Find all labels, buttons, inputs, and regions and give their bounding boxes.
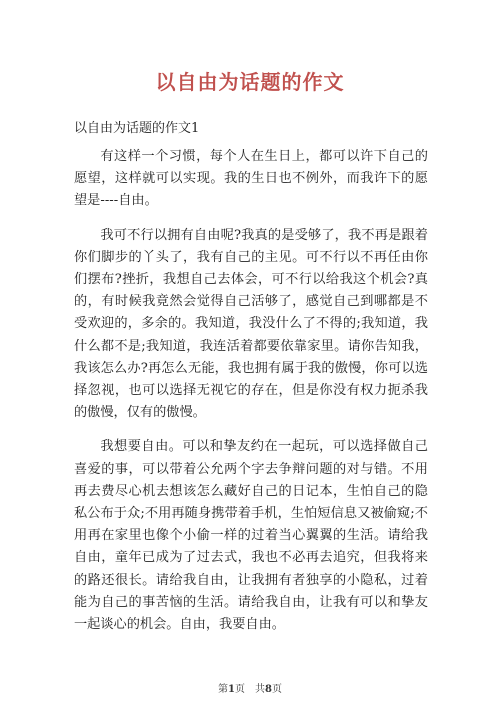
footer-middle: 页 共 — [235, 684, 265, 695]
paragraph-3: 我想要自由。可以和挚友约在一起玩，可以选择做自己喜爱的事，可以带着公允两个字去争辩问题的对与错。不用再去费尽心机去想该怎么藏好自己的日记本，生怕自己的隐私公布于众;不用再随身携带着手机，生怕短信息又被偷窥;不用再在家里也像个小偷一样的过着当心翼翼的生活。请给我自由，童年已成为了过去式，我也不必再去追究，但我将来的路还很长。请给我自由，让我拥有者独享的小隐私，过着能为自己的事苦恼的生活。请给我自由，让我有可以和挚友一起谈心的机会。自由，我要自由。 — [74, 439, 428, 633]
document-title: 以自由为话题的作文 — [155, 70, 345, 94]
current-page-number: 1 — [228, 684, 235, 695]
footer-prefix: 第 — [218, 684, 229, 695]
footer-suffix: 页 — [271, 684, 282, 695]
paragraph-2: 我可不行以拥有自由呢?我真的是受够了，我不再是跟着你们脚步的丫头了，我有自己的主见。可不行以不再任由你们摆布?挫折，我想自己去体会，可不行以给我这个机会?真的，有时候我竟然会觉得自己活够了，感觉自己到哪都是不受欢迎的，多余的。我知道，我没什么了不得的;我知道，我什么都不是;我知道，我连活着都要依靠家里。请你告知我，我该怎么办?再怎么无能，我也拥有属于我的傲慢，你可以选择忽视，也可以选择无视它的存在，但是你没有权力扼杀我的傲慢，仅有的傲慢。 — [74, 227, 428, 421]
essay-body — [74, 146, 428, 648]
page-footer — [0, 683, 500, 697]
section-heading: 以自由为话题的作文1 — [74, 121, 200, 136]
total-page-count: 8 — [265, 684, 272, 695]
paragraph-1: 有这样一个习惯，每个人在生日上，都可以许下自己的愿望，这样就可以实现。我的生日也不例外，而我许下的愿望是----自由。 — [74, 149, 428, 209]
